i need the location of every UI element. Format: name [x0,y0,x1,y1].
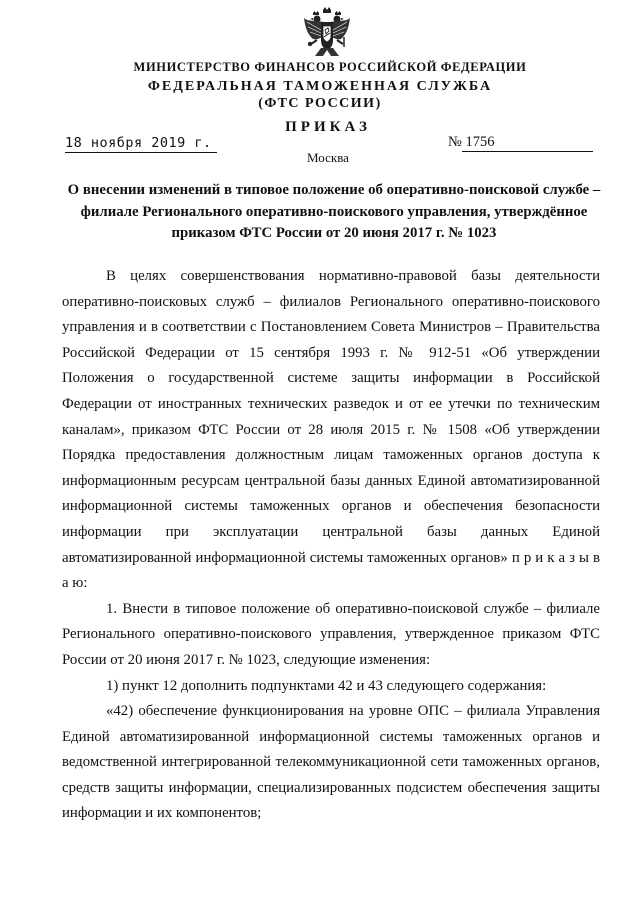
subclause-1-paragraph: 1) пункт 12 дополнить подпунктами 42 и 43 следующего содержания: [106,677,547,694]
service-short-name: (ФТС РОССИИ) [258,96,382,111]
document-type: ПРИКАЗ [285,119,371,135]
city: Москва [307,150,349,165]
order-body [62,264,600,827]
clause-1-paragraph: 1. Внести в типовое положение об оперативно-поисковой службе – филиале Регионального оперативно-поискового управления, утвержденное приказом ФТС России от 20 июня 2017 г. № 1023, следующие изменения: [62,600,600,668]
state-emblem-icon [303,6,351,60]
preamble-paragraph: В целях совершенствования нормативно-правовой базы деятельности оперативно-поисковых служб – филиалов Регионального оперативно-поискового управления и в соответствии с Постановлением Совета Министров – Правительства Российской Федерации от 15 сентября 1993 г. № 912-51 «Об утверждении Положения о государственной системе защиты информации в Российской Федерации от иностранных технических разведок и от ее утечки по техническим каналам», приказом ФТС России от 28 июля 2015 г. № 1508 «Об утверждении Порядка предоставления должностным лицам таможенных органов доступа к информационным ресурсам центральной базы данных Единой автоматизированной информационной системы таможенных органов и обеспечения безопасности информации при эксплуатации центральной базы данных Единой автоматизированной информационной системы таможенных органов» п р и к а з ы в а ю: [62,268,600,592]
order-date: 18 ноября 2019 г. [65,135,212,151]
order-title: О внесении изменений в типовое положение об оперативно-поисковой службе – филиале Регионального оперативно-поискового управления, утверждённое приказом ФТС России от 20 июня 2017 г. № 1023 [67,182,601,241]
service-name: ФЕДЕРАЛЬНАЯ ТАМОЖЕННАЯ СЛУЖБА [147,79,493,94]
order-number: № 1756 [448,134,495,150]
ministry-name: МИНИСТЕРСТВО ФИНАНСОВ РОССИЙСКОЙ ФЕДЕРАЦИИ [133,60,527,74]
subclause-42-paragraph: «42) обеспечение функционирования на уровне ОПС – филиала Управления Единой автоматизированной информационной системы таможенных органов и ведомственной интегрированной телекоммуникационной сети таможенных органов, средств защиты информации, специализированных подсистем обеспечения защиты информации и их компонентов; [62,703,600,822]
